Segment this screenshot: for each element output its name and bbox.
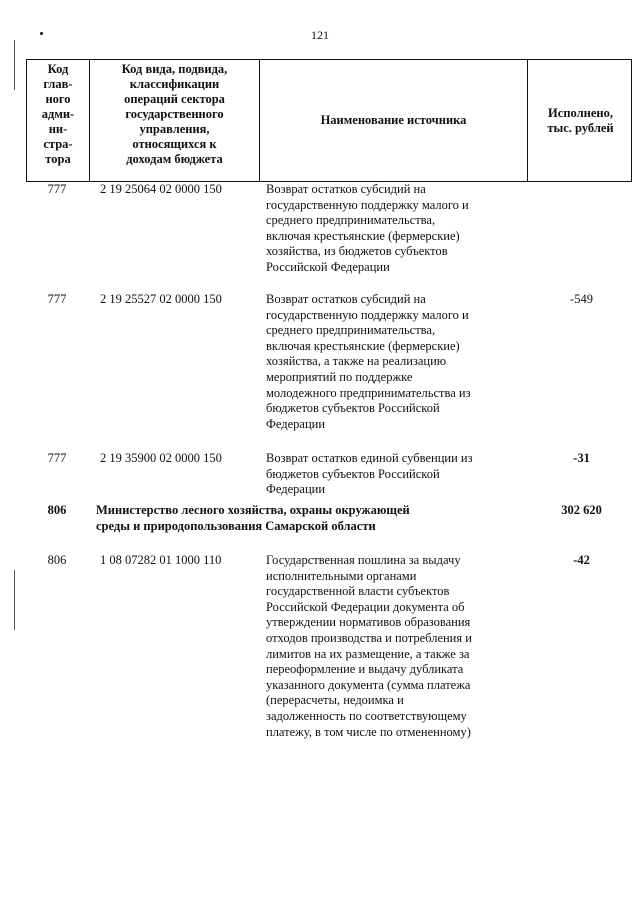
ministry-name: Министерство лесного хозяйства, охраны окружающей среды и природопользования Самарской области (96, 503, 410, 533)
admin-code: 777 (47, 182, 67, 196)
scan-dot (40, 32, 43, 35)
header-classification-code: Код вида, подвида, классификации операций сектора государственного управления, относящихся к доходам бюджета (121, 62, 228, 166)
table-header (26, 59, 632, 182)
source-name: Возврат остатков субсидий на государственную поддержку малого и среднего предпринимательства, включая крестьянские (фермерские) хозяйства, из бюджетов субъектов Российской Федерации (266, 182, 469, 274)
classification-code: 1 08 07282 01 1000 110 (100, 553, 222, 567)
source-name: Возврат остатков субсидий на государственную поддержку малого и среднего предпринимательства, включая крестьянские (фермерские) хозяйства, а также на реализацию мероприятий по поддержке молодежного предпринимательства из бюджетов субъектов Российской Федерации (266, 292, 471, 431)
header-admin-code: Код глав- ного адми- ни- стра- тора (41, 62, 75, 166)
executed-value: 302 620 (561, 503, 602, 517)
classification-code: 2 19 25527 02 0000 150 (100, 292, 222, 306)
admin-code: 777 (47, 292, 67, 306)
executed-value: -42 (573, 553, 590, 567)
admin-code: 777 (47, 451, 67, 465)
executed-value: -31 (573, 451, 590, 465)
scan-mark (14, 570, 15, 630)
scan-mark (14, 40, 15, 90)
budget-table (26, 59, 632, 739)
classification-code: 2 19 25064 02 0000 150 (100, 182, 222, 196)
classification-code: 2 19 35900 02 0000 150 (100, 451, 222, 465)
header-source-name: Наименование источника (320, 113, 467, 127)
header-executed: Исполнено, тыс. рублей (547, 105, 614, 135)
source-name: Государственная пошлина за выдачу исполнительными органами государственной власти субъектов Российской Федерации документа об утверждении нормативов образования отходов производства и потребления и лимитов на их размещение, а также за переоформление и выдачу дубликата указанного документа (сумма платежа (перерасчеты, недоимка и задолженность по соответствующему платежу, в том числе по отмененному) (266, 553, 472, 739)
page-number: 121 (311, 28, 329, 42)
executed-value: -549 (570, 292, 593, 306)
admin-code: 806 (47, 503, 67, 517)
admin-code: 806 (47, 553, 67, 567)
source-name: Возврат остатков единой субвенции из бюджетов субъектов Российской Федерации (266, 451, 473, 497)
